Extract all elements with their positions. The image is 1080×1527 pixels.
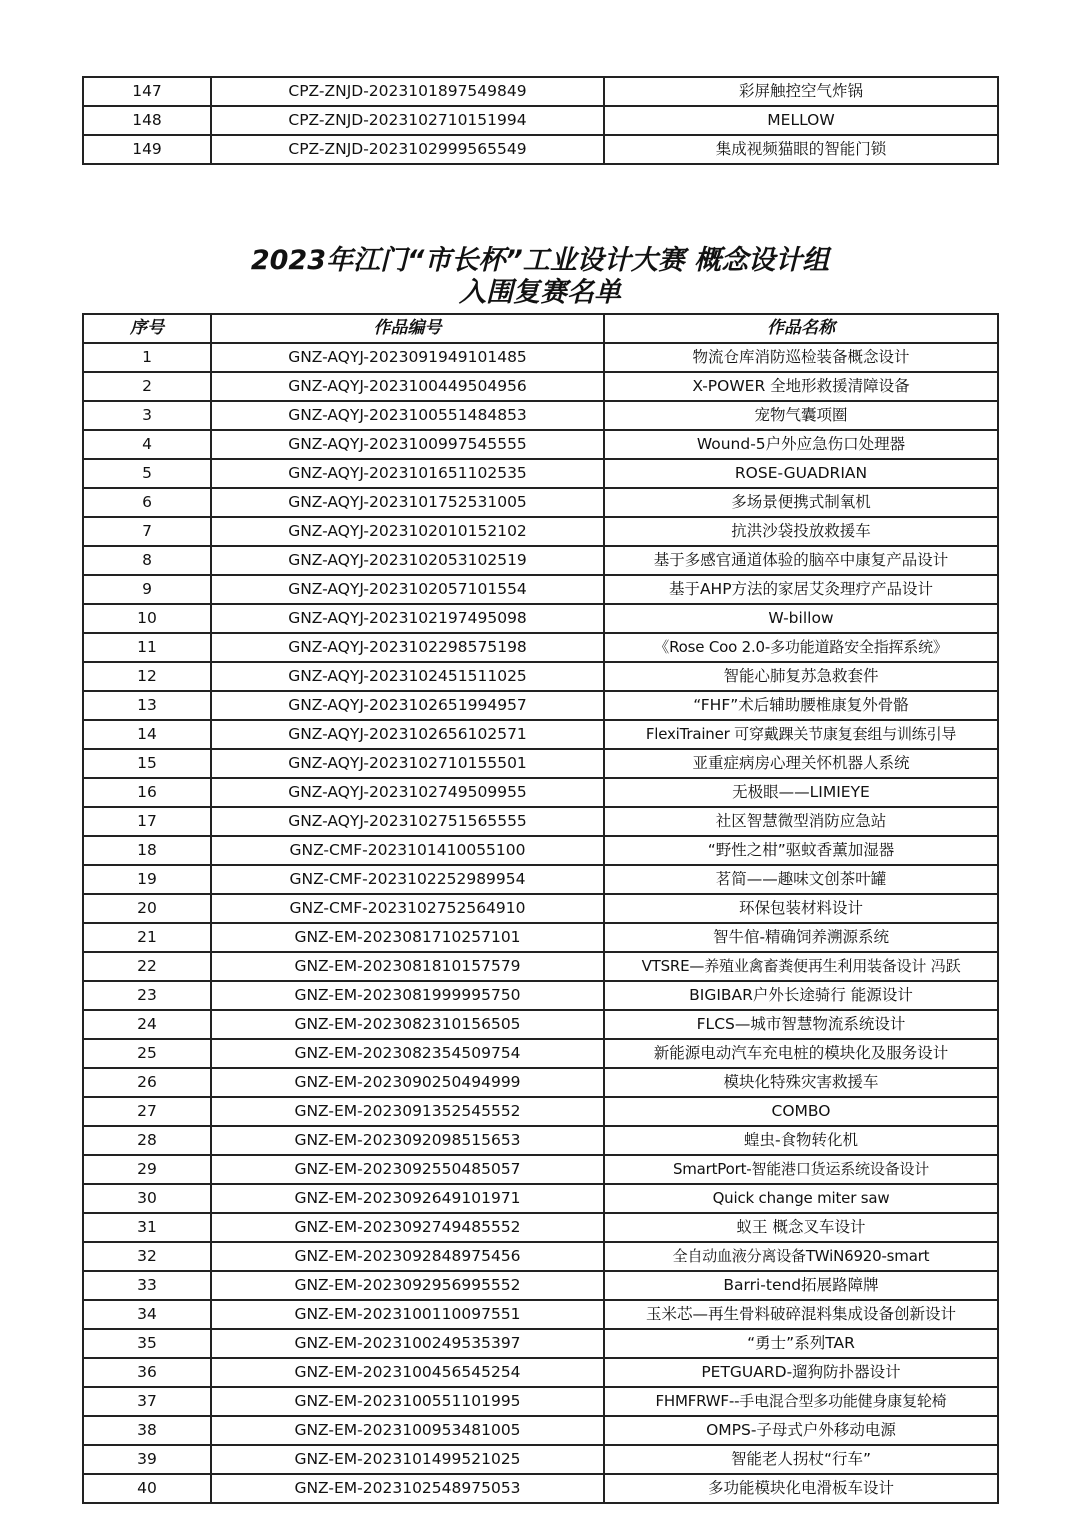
cell-work-code: CPZ-ZNJD-2023101897549849 (211, 77, 604, 106)
cell-serial-number: 23 (83, 981, 211, 1010)
cell-serial-number: 34 (83, 1300, 211, 1329)
cell-work-name: 抗洪沙袋投放救援车 (604, 517, 998, 546)
cell-serial-number: 13 (83, 691, 211, 720)
cell-work-name: X-POWER 全地形救援清障设备 (604, 372, 998, 401)
cell-serial-number: 29 (83, 1155, 211, 1184)
table-row (83, 691, 998, 720)
cell-work-code: GNZ-AQYJ-2023100997545555 (211, 430, 604, 459)
cell-work-code: GNZ-AQYJ-2023102651994957 (211, 691, 604, 720)
cell-work-code: GNZ-AQYJ-2023102710155501 (211, 749, 604, 778)
cell-work-code: GNZ-AQYJ-2023102298575198 (211, 633, 604, 662)
cell-work-name: Quick change miter saw (604, 1184, 998, 1213)
cell-work-code: GNZ-EM-2023092749485552 (211, 1213, 604, 1242)
cell-work-name: 模块化特殊灾害救援车 (604, 1068, 998, 1097)
table-row (83, 488, 998, 517)
table-row (83, 865, 998, 894)
table-row (83, 1155, 998, 1184)
table-row (83, 836, 998, 865)
cell-work-code: CPZ-ZNJD-2023102999565549 (211, 135, 604, 164)
finalist-table (82, 313, 999, 1504)
cell-serial-number: 10 (83, 604, 211, 633)
cell-work-name: 多功能模块化电滑板车设计 (604, 1474, 998, 1503)
cell-work-code: GNZ-CMF-2023102752564910 (211, 894, 604, 923)
cell-work-name: BIGIBAR户外长途骑行 能源设计 (604, 981, 998, 1010)
table-row (83, 662, 998, 691)
cell-work-name: 《Rose Coo 2.0-多功能道路安全指挥系统》 (604, 633, 998, 662)
cell-work-name: VTSRE—养殖业禽畜粪便再生利用装备设计 冯跃 (604, 952, 998, 981)
cell-work-name: OMPS-子母式户外移动电源 (604, 1416, 998, 1445)
document-subtitle: 入围复赛名单 (459, 277, 621, 308)
cell-work-code: GNZ-EM-2023100110097551 (211, 1300, 604, 1329)
table-row (83, 1097, 998, 1126)
table-row (83, 1010, 998, 1039)
cell-serial-number: 19 (83, 865, 211, 894)
cell-work-name: 全自动血液分离设备TWiN6920-smart (604, 1242, 998, 1271)
cell-work-code: GNZ-EM-2023092956995552 (211, 1271, 604, 1300)
cell-serial-number: 149 (83, 135, 211, 164)
cell-work-name: 智能心肺复苏急救套件 (604, 662, 998, 691)
cell-work-code: GNZ-CMF-2023102252989954 (211, 865, 604, 894)
cell-work-name: FLCS—城市智慧物流系统设计 (604, 1010, 998, 1039)
cell-work-code: GNZ-AQYJ-2023091949101485 (211, 343, 604, 372)
cell-serial-number: 3 (83, 401, 211, 430)
cell-serial-number: 16 (83, 778, 211, 807)
cell-serial-number: 20 (83, 894, 211, 923)
table-row (83, 517, 998, 546)
cell-work-code: GNZ-EM-2023092848975456 (211, 1242, 604, 1271)
cell-work-code: GNZ-AQYJ-2023100551484853 (211, 401, 604, 430)
cell-work-code: GNZ-EM-2023092550485057 (211, 1155, 604, 1184)
cell-work-name: 玉米芯—再生骨料破碎混料集成设备创新设计 (604, 1300, 998, 1329)
cell-serial-number: 6 (83, 488, 211, 517)
table-row (83, 459, 998, 488)
cell-work-name: 蝗虫-食物转化机 (604, 1126, 998, 1155)
cell-work-code: GNZ-AQYJ-2023102656102571 (211, 720, 604, 749)
cell-work-code: GNZ-EM-2023081999995750 (211, 981, 604, 1010)
table-row (83, 952, 998, 981)
table-row (83, 1300, 998, 1329)
cell-serial-number: 17 (83, 807, 211, 836)
table-row (83, 633, 998, 662)
header-work-code: 作品编号 (211, 314, 604, 343)
cell-serial-number: 33 (83, 1271, 211, 1300)
cell-work-code: GNZ-AQYJ-2023102197495098 (211, 604, 604, 633)
cell-work-code: GNZ-EM-2023100456545254 (211, 1358, 604, 1387)
cell-work-name: W-billow (604, 604, 998, 633)
cell-work-code: GNZ-EM-2023082354509754 (211, 1039, 604, 1068)
cell-work-name: 物流仓库消防巡检装备概念设计 (604, 343, 998, 372)
cell-work-code: GNZ-AQYJ-2023102057101554 (211, 575, 604, 604)
cell-serial-number: 21 (83, 923, 211, 952)
table-row (83, 720, 998, 749)
cell-work-name: 新能源电动汽车充电桩的模块化及服务设计 (604, 1039, 998, 1068)
cell-work-code: GNZ-AQYJ-2023101651102535 (211, 459, 604, 488)
cell-serial-number: 14 (83, 720, 211, 749)
header-serial-number: 序号 (83, 314, 211, 343)
cell-work-code: GNZ-CMF-2023101410055100 (211, 836, 604, 865)
cell-work-name: 宠物气囊项圈 (604, 401, 998, 430)
cell-serial-number: 9 (83, 575, 211, 604)
cell-serial-number: 38 (83, 1416, 211, 1445)
table-row (83, 981, 998, 1010)
cell-serial-number: 8 (83, 546, 211, 575)
cell-serial-number: 27 (83, 1097, 211, 1126)
table-row (83, 1329, 998, 1358)
cell-work-name: 茗简——趣味文创茶叶罐 (604, 865, 998, 894)
table-row (83, 1213, 998, 1242)
cell-work-name: PETGUARD-遛狗防扑器设计 (604, 1358, 998, 1387)
table-row (83, 749, 998, 778)
table-header-row (83, 314, 998, 343)
table-row (83, 546, 998, 575)
cell-work-code: GNZ-EM-2023081810157579 (211, 952, 604, 981)
table-row (83, 894, 998, 923)
table-row (83, 1416, 998, 1445)
cell-work-name: SmartPort-智能港口货运系统设备设计 (604, 1155, 998, 1184)
table-row (83, 401, 998, 430)
cell-work-name: 社区智慧微型消防应急站 (604, 807, 998, 836)
cell-work-code: GNZ-EM-2023092098515653 (211, 1126, 604, 1155)
cell-serial-number: 5 (83, 459, 211, 488)
cell-work-code: GNZ-AQYJ-2023100449504956 (211, 372, 604, 401)
cell-serial-number: 11 (83, 633, 211, 662)
cell-serial-number: 7 (83, 517, 211, 546)
cell-serial-number: 22 (83, 952, 211, 981)
cell-serial-number: 26 (83, 1068, 211, 1097)
table-row (83, 135, 998, 164)
cell-work-name: 智牛倌-精确饲养溯源系统 (604, 923, 998, 952)
cell-work-name: Barri-tend拓展路障牌 (604, 1271, 998, 1300)
table-row (83, 1242, 998, 1271)
cell-work-code: GNZ-AQYJ-2023101752531005 (211, 488, 604, 517)
cell-serial-number: 18 (83, 836, 211, 865)
cell-serial-number: 147 (83, 77, 211, 106)
cell-work-code: GNZ-EM-2023101499521025 (211, 1445, 604, 1474)
cell-work-code: GNZ-EM-2023100551101995 (211, 1387, 604, 1416)
cell-work-name: 基于多感官通道体验的脑卒中康复产品设计 (604, 546, 998, 575)
table-row (83, 1474, 998, 1503)
header-work-name: 作品名称 (604, 314, 998, 343)
cell-work-code: GNZ-AQYJ-2023102053102519 (211, 546, 604, 575)
table-row (83, 1387, 998, 1416)
cell-serial-number: 36 (83, 1358, 211, 1387)
cell-serial-number: 24 (83, 1010, 211, 1039)
cell-work-name: COMBO (604, 1097, 998, 1126)
cell-serial-number: 12 (83, 662, 211, 691)
table-row (83, 106, 998, 135)
cell-work-name: 彩屏触控空气炸锅 (604, 77, 998, 106)
cell-serial-number: 31 (83, 1213, 211, 1242)
cell-serial-number: 148 (83, 106, 211, 135)
cell-work-code: GNZ-EM-2023090250494999 (211, 1068, 604, 1097)
cell-work-code: GNZ-AQYJ-2023102451511025 (211, 662, 604, 691)
table-row (83, 604, 998, 633)
cell-serial-number: 1 (83, 343, 211, 372)
cell-work-name: ROSE-GUADRIAN (604, 459, 998, 488)
cell-serial-number: 37 (83, 1387, 211, 1416)
cell-work-name: “勇士”系列TAR (604, 1329, 998, 1358)
cell-work-code: GNZ-EM-2023092649101971 (211, 1184, 604, 1213)
cell-work-code: GNZ-AQYJ-2023102749509955 (211, 778, 604, 807)
cell-work-name: Wound-5户外应急伤口处理器 (604, 430, 998, 459)
cell-work-code: GNZ-EM-2023102548975053 (211, 1474, 604, 1503)
table-row (83, 1126, 998, 1155)
cell-work-name: 集成视频猫眼的智能门锁 (604, 135, 998, 164)
cell-serial-number: 28 (83, 1126, 211, 1155)
cell-work-code: GNZ-EM-2023100953481005 (211, 1416, 604, 1445)
table-row (83, 807, 998, 836)
cell-serial-number: 32 (83, 1242, 211, 1271)
cell-serial-number: 35 (83, 1329, 211, 1358)
cell-serial-number: 25 (83, 1039, 211, 1068)
cell-work-name: FlexiTrainer 可穿戴踝关节康复套组与训练引导 (604, 720, 998, 749)
cell-work-code: GNZ-EM-2023091352545552 (211, 1097, 604, 1126)
cell-work-name: 无极眼——LIMIEYE (604, 778, 998, 807)
cell-work-code: GNZ-AQYJ-2023102751565555 (211, 807, 604, 836)
previous-page-rows (83, 77, 998, 164)
cell-serial-number: 2 (83, 372, 211, 401)
cell-work-name: “FHF”术后辅助腰椎康复外骨骼 (604, 691, 998, 720)
table-row (83, 1184, 998, 1213)
cell-work-name: 蚁王 概念叉车设计 (604, 1213, 998, 1242)
table-row (83, 575, 998, 604)
cell-work-name: MELLOW (604, 106, 998, 135)
cell-serial-number: 30 (83, 1184, 211, 1213)
table-row (83, 77, 998, 106)
previous-page-table (82, 76, 999, 165)
table-row (83, 778, 998, 807)
cell-work-code: GNZ-AQYJ-2023102010152102 (211, 517, 604, 546)
cell-work-name: 多场景便携式制氧机 (604, 488, 998, 517)
cell-work-code: CPZ-ZNJD-2023102710151994 (211, 106, 604, 135)
cell-work-name: 环保包装材料设计 (604, 894, 998, 923)
table-row (83, 430, 998, 459)
cell-work-code: GNZ-EM-2023100249535397 (211, 1329, 604, 1358)
table-row (83, 343, 998, 372)
table-row (83, 1068, 998, 1097)
cell-work-name: 亚重症病房心理关怀机器人系统 (604, 749, 998, 778)
table-row (83, 1039, 998, 1068)
cell-work-name: FHMFRWF--手电混合型多功能健身康复轮椅 (604, 1387, 998, 1416)
cell-serial-number: 39 (83, 1445, 211, 1474)
cell-work-name: 智能老人拐杖“行车” (604, 1445, 998, 1474)
table-row (83, 1271, 998, 1300)
table-row (83, 1445, 998, 1474)
cell-work-code: GNZ-EM-2023081710257101 (211, 923, 604, 952)
document-title: 2023年江门“市长杯”工业设计大赛 概念设计组 (250, 245, 830, 276)
cell-work-code: GNZ-EM-2023082310156505 (211, 1010, 604, 1039)
table-row (83, 923, 998, 952)
finalist-rows (83, 343, 998, 1503)
table-row (83, 1358, 998, 1387)
cell-work-name: “野性之柑”驱蚊香薰加湿器 (604, 836, 998, 865)
cell-serial-number: 15 (83, 749, 211, 778)
cell-serial-number: 40 (83, 1474, 211, 1503)
cell-serial-number: 4 (83, 430, 211, 459)
table-row (83, 372, 998, 401)
cell-work-name: 基于AHP方法的家居艾灸理疗产品设计 (604, 575, 998, 604)
